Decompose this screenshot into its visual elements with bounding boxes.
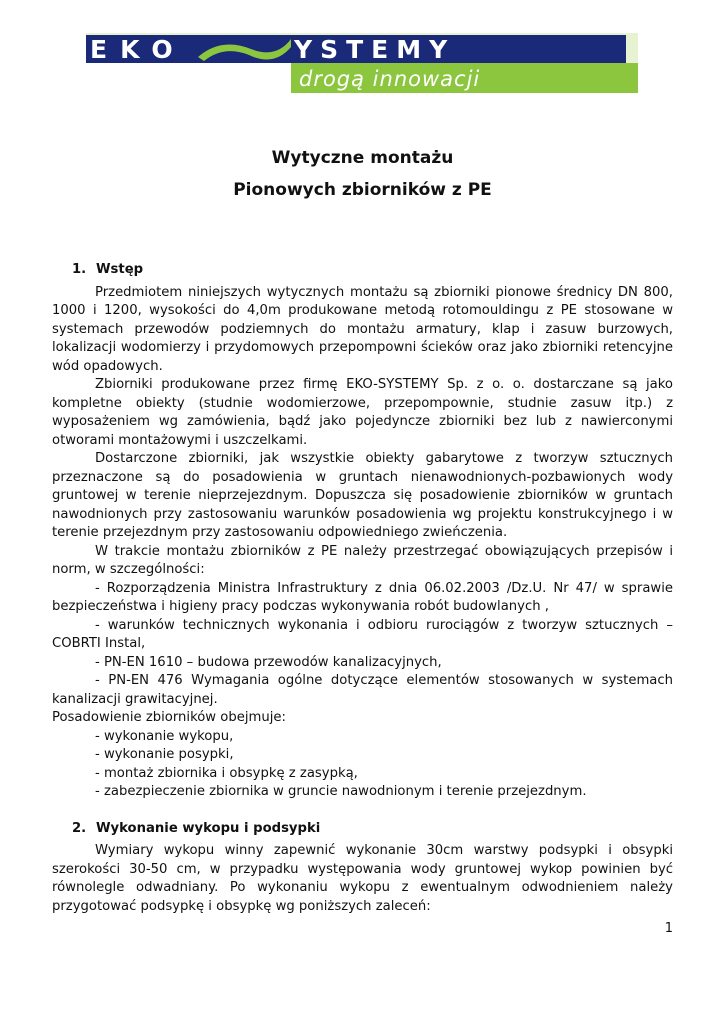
scope-item: - montaż zbiornika i obsypkę z zasypką, — [95, 765, 358, 781]
logo-tagline: drogą innowacji — [299, 67, 481, 91]
regulation-item: - PN-EN 476 Wymagania ogólne dotyczące elementów stosowanych w systemach kanalizacji grawitacyjnej. — [52, 673, 673, 707]
logo-text-left: EKO — [90, 35, 186, 64]
section-2-heading — [72, 820, 673, 839]
logo-graphic — [86, 33, 638, 93]
section-2-title: Wykonanie wykopu i podsypki — [96, 820, 321, 836]
regulation-item: - PN-EN 1610 – budowa przewodów kanalizacyjnych, — [95, 654, 442, 670]
scope-item: - wykonanie wykopu, — [95, 728, 234, 744]
scope-label: Posadowienie zbiorników obejmuje: — [52, 710, 286, 725]
section-spacer — [52, 802, 673, 820]
document-title — [0, 142, 725, 206]
document-body — [52, 261, 673, 916]
section-1-paragraph-3: Dostarczone zbiorniki, jak wszystkie obiekty gabarytowe z tworzyw sztucznych przeznaczone są do posadowienia w gruntach nienawodnionych-pozbawionych wody gruntowej w terenie nieprzejezdnym. Dopuszcza się posadowienie zbiorników w gruntach nawodnionych przy zastosowaniu warunków posadowienia wg projektu konstrukcyjnego i w terenie przejezdnym przy zastosowaniu odpowiedniego zwieńczenia. — [52, 451, 673, 540]
page-number: 1 — [664, 921, 673, 936]
title-line-1: Wytyczne montażu — [271, 148, 454, 168]
logo-text-right: YSTEMY — [294, 35, 456, 64]
section-1-paragraph-2: Zbiorniki produkowane przez firmę EKO-SYSTEMY Sp. z o. o. dostarczane są jako kompletne obiekty (studnie wodomierzowe, przepompownie, studnie zasuw itp.) z wyposażeniem wg zamówienia, bądź jako pojedyncze zbiorniki bez lub z nawierconymi otworami montażowymi i uszczelkami. — [52, 377, 673, 448]
regulation-item: - Rozporządzenia Ministra Infrastruktury z dnia 06.02.2003 /Dz.U. Nr 47/ w sprawie bezpieczeństwa i higieny pracy podczas wykonywania robót budowlanych , — [52, 580, 673, 614]
section-1-paragraph-4: W trakcie montażu zbiorników z PE należy przestrzegać obowiązujących przepisów i norm, w szczególności: — [52, 543, 673, 577]
section-1-paragraph-1: Przedmiotem niniejszych wytycznych montażu są zbiorniki pionowe średnicy DN 800, 1000 i 1200, wysokości do 4,0m produkowane metodą rotomouldingu z PE stosowane w systemach przewodów podziemnych do montażu armatury, klap i zasuw burzowych, lokalizacji wodomierzy i przydomowych przepompowni ścieków oraz jako zbiorniki retencyjne wód opadowych. — [52, 284, 673, 374]
company-logo — [86, 33, 638, 93]
section-1-heading — [72, 261, 673, 280]
section-1-title: Wstęp — [96, 262, 144, 277]
scope-item: - zabezpieczenie zbiornika w gruncie nawodnionym i terenie przejezdnym. — [95, 784, 587, 799]
section-2-paragraph-1: Wymiary wykopu winny zapewnić wykonanie 30cm warstwy podsypki i obsypki szerokości 30-50 cm, w przypadku występowania wody gruntowej wykop powinien być równolegle odwadniany. Po wykonaniu wykopu z ewentualnym odwodnieniem należy przygotować podsypkę i obsypkę wg poniższych zaleceń: — [52, 843, 673, 914]
scope-item: - wykonanie posypki, — [95, 747, 234, 762]
section-2-number: 2. — [72, 820, 87, 836]
title-line-2: Pionowych zbiorników z PE — [233, 180, 492, 200]
section-1-number: 1. — [72, 262, 87, 277]
regulation-item: - warunków technicznych wykonania i odbioru rurociągów z tworzyw sztucznych – COBRTI Instal, — [52, 617, 673, 651]
